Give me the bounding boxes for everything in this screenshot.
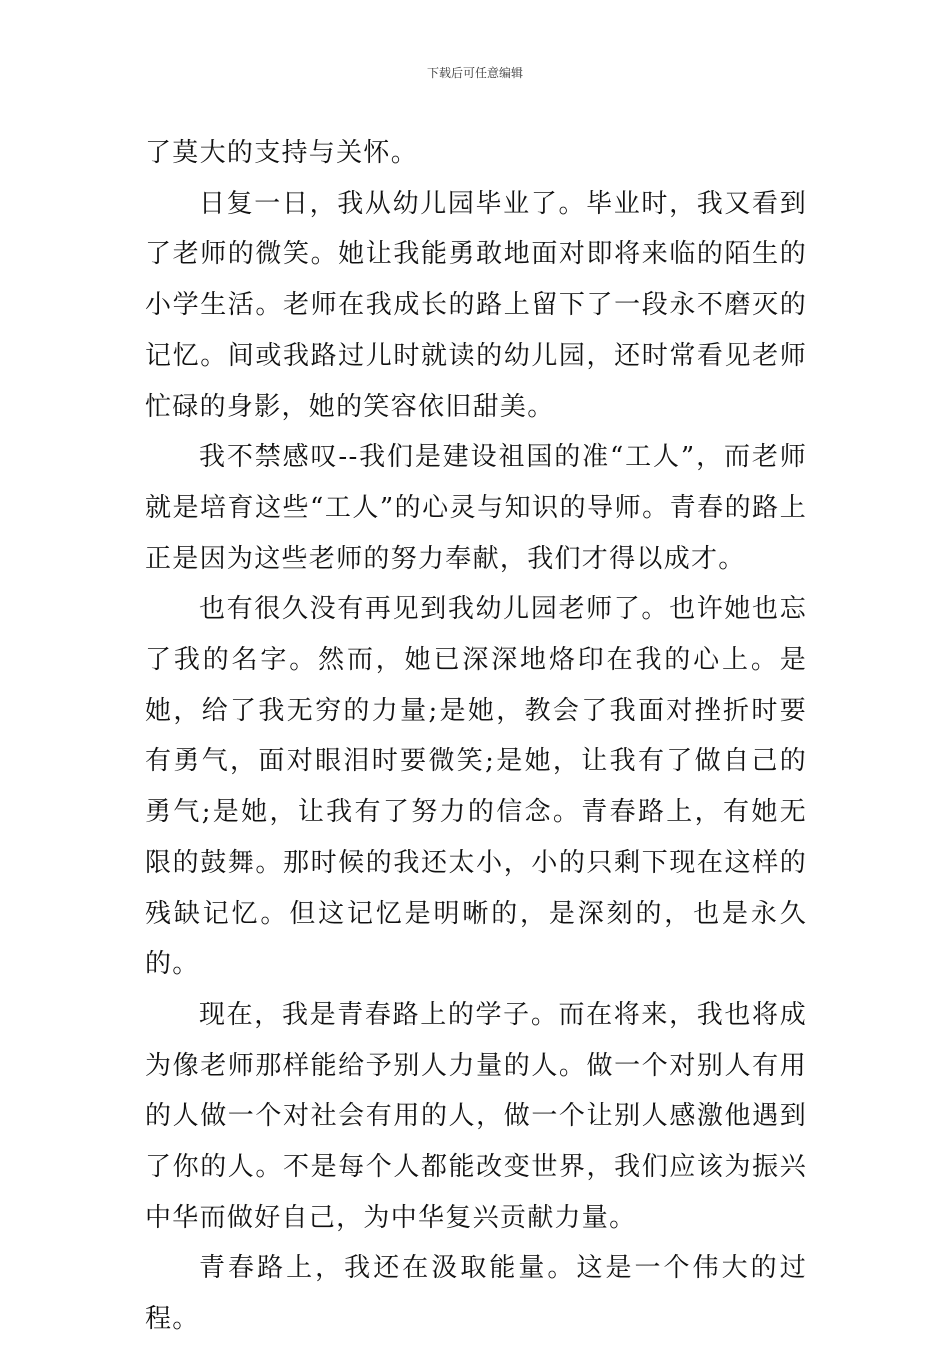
document-body (145, 128, 807, 1345)
page-header-note: 下载后可任意编辑 (426, 66, 523, 80)
paragraph-future: 现在，我是青春路上的学子。而在将来，我也将成为像老师那样能给予别人力量的人。做一个对别人有用的人做一个对社会有用的人，做一个让别人感激他遇到了你的人。不是每个人都能改变世界，我们应该为振兴中华而做好自己，为中华复兴贡献力量。 (145, 999, 807, 1233)
paragraph-closing: 青春路上，我还在汲取能量。这是一个伟大的过程。 (145, 1253, 807, 1335)
paragraph-memory-of-teacher: 也有很久没有再见到我幼儿园老师了。也许她也忘了我的名字。然而，她已深深地烙印在我的心上。是她，给了我无穷的力量;是她，教会了我面对挫折时要有勇气，面对眼泪时要微笑;是她，让我有了做自己的勇气;是她，让我有了努力的信念。青春路上，有她无限的鼓舞。那时候的我还太小，小的只剩下现在这样的残缺记忆。但这记忆是明晰的，是深刻的，也是永久的。 (145, 594, 807, 980)
paragraph-graduation: 日复一日，我从幼儿园毕业了。毕业时，我又看到了老师的微笑。她让我能勇敢地面对即将来临的陌生的小学生活。老师在我成长的路上留下了一段永不磨灭的记忆。间或我路过儿时就读的幼儿园，还时常看见老师忙碌的身影，她的笑容依旧甜美。 (145, 188, 807, 422)
paragraph-continuation: 了莫大的支持与关怀。 (145, 138, 419, 168)
paragraph-teachers-role: 我不禁感叹--我们是建设祖国的准“工人”，而老师就是培育这些“工人”的心灵与知识的导师。青春的路上正是因为这些老师的努力奉献，我们才得以成才。 (145, 442, 807, 574)
